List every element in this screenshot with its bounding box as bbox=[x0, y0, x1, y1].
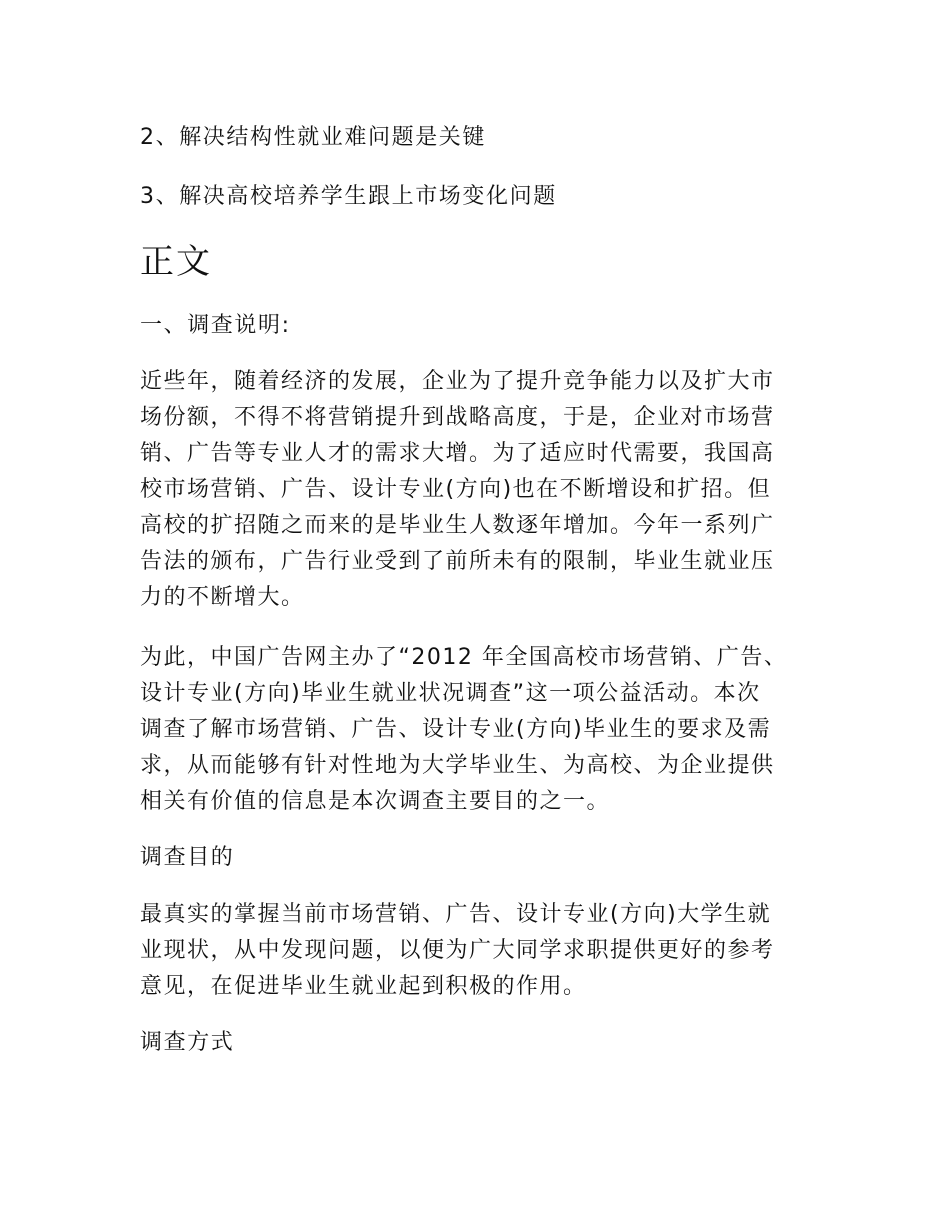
paragraph-line: 业现状，从中发现问题，以便为广大同学求职提供更好的参考 bbox=[140, 938, 775, 963]
section-heading: 正文 bbox=[140, 242, 212, 282]
paragraph-line: 近些年，随着经济的发展，企业为了提升竞争能力以及扩大市 bbox=[140, 369, 775, 394]
paragraph-line: 力的不断增大。 bbox=[140, 585, 305, 610]
paragraph-line: 相关有价值的信息是本次调查主要目的之一。 bbox=[140, 789, 611, 814]
subsection-title-purpose: 调查目的 bbox=[140, 845, 235, 870]
paragraph-line: 调查了解市场营销、广告、设计专业(方向)毕业生的要求及需 bbox=[140, 717, 772, 742]
paragraph-line: 求，从而能够有针对性地为大学毕业生、为高校、为企业提供 bbox=[140, 753, 775, 778]
subsection-title-method: 调查方式 bbox=[140, 1030, 235, 1055]
paragraph-activity bbox=[140, 640, 805, 820]
list-item-3: 3、解决高校培养学生跟上市场变化问题 bbox=[140, 184, 557, 209]
paragraph-line: 校市场营销、广告、设计专业(方向)也在不断增设和扩招。但 bbox=[140, 477, 772, 502]
paragraph-line: 高校的扩招随之而来的是毕业生人数逐年增加。今年一系列广 bbox=[140, 513, 775, 538]
subsection-title-survey-description: 一、调查说明: bbox=[140, 313, 291, 338]
paragraph-purpose bbox=[140, 897, 805, 1005]
paragraph-line: 意见，在促进毕业生就业起到积极的作用。 bbox=[140, 974, 587, 999]
paragraph-background bbox=[140, 364, 805, 616]
paragraph-line: 告法的颁布，广告行业受到了前所未有的限制，毕业生就业压 bbox=[140, 549, 775, 574]
paragraph-line: 为此，中国广告网主办了“2012 年全国高校市场营销、广告、 bbox=[140, 645, 788, 670]
paragraph-line: 销、广告等专业人才的需求大增。为了适应时代需要，我国高 bbox=[140, 441, 775, 466]
list-item-2: 2、解决结构性就业难问题是关键 bbox=[140, 125, 486, 150]
paragraph-line: 场份额，不得不将营销提升到战略高度，于是，企业对市场营 bbox=[140, 405, 775, 430]
paragraph-line: 最真实的掌握当前市场营销、广告、设计专业(方向)大学生就 bbox=[140, 902, 772, 927]
paragraph-line: 设计专业(方向)毕业生就业状况调查”这一项公益活动。本次 bbox=[140, 681, 761, 706]
